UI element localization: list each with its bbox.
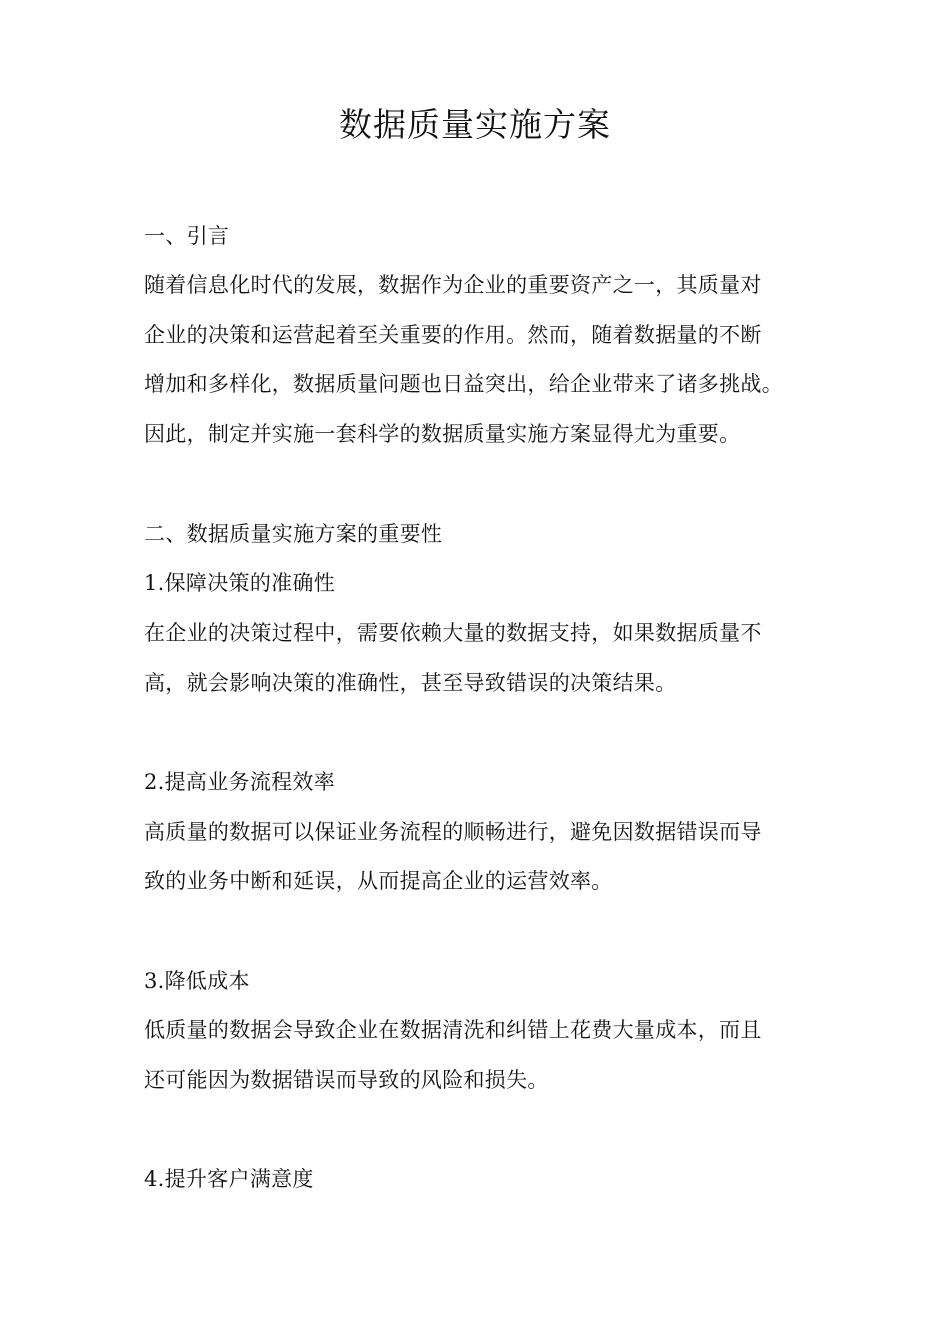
paragraph-line: 在企业的决策过程中，需要依赖大量的数据支持，如果数据质量不 <box>144 621 762 645</box>
subheading-2: 2.提高业务流程效率 <box>144 770 336 794</box>
document-title: 数据质量实施方案 <box>339 105 611 144</box>
paragraph-line: 增加和多样化，数据质量问题也日益突出，给企业带来了诸多挑战。 <box>144 372 783 396</box>
subheading-4: 4.提升客户满意度 <box>144 1167 314 1191</box>
subheading-1: 1.保障决策的准确性 <box>144 571 336 595</box>
paragraph-line: 高质量的数据可以保证业务流程的顺畅进行，避免因数据错误而导 <box>144 820 762 844</box>
paragraph-line: 还可能因为数据错误而导致的风险和损失。 <box>144 1068 549 1092</box>
section-heading-intro: 一、引言 <box>144 224 230 248</box>
paragraph-line: 高，就会影响决策的准确性，甚至导致错误的决策结果。 <box>144 671 677 695</box>
section-heading-importance: 二、数据质量实施方案的重要性 <box>144 522 443 546</box>
paragraph-line: 随着信息化时代的发展，数据作为企业的重要资产之一，其质量对 <box>144 273 762 297</box>
paragraph-line: 低质量的数据会导致企业在数据清洗和纠错上花费大量成本，而且 <box>144 1018 762 1042</box>
paragraph-line: 企业的决策和运营起着至关重要的作用。然而，随着数据量的不断 <box>144 323 762 347</box>
subheading-3: 3.降低成本 <box>144 969 250 993</box>
paragraph-line: 致的业务中断和延误，从而提高企业的运营效率。 <box>144 869 613 893</box>
paragraph-line: 因此，制定并实施一套科学的数据质量实施方案显得尤为重要。 <box>144 422 741 446</box>
